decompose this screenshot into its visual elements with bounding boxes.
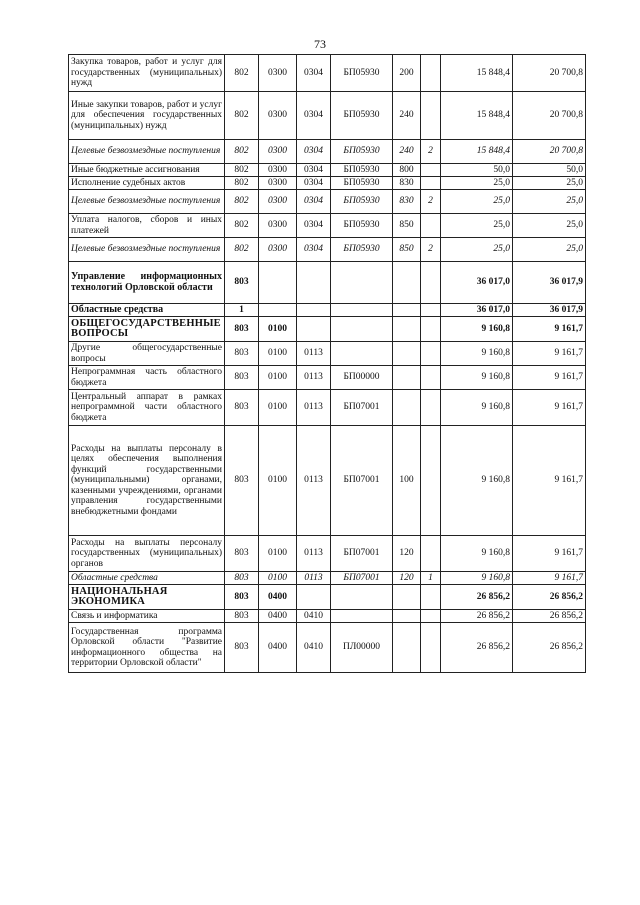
cell-target-article <box>331 342 393 366</box>
cell-source <box>421 317 441 342</box>
cell-admin-code: 802 <box>225 55 259 92</box>
cell-amount-year1: 9 160,8 <box>441 366 513 390</box>
cell-admin-code: 803 <box>225 623 259 673</box>
cell-amount-year2: 26 856,2 <box>513 610 586 623</box>
cell-admin-code: 803 <box>225 572 259 585</box>
table-row <box>69 426 586 536</box>
cell-target-article <box>331 610 393 623</box>
table-row <box>69 610 586 623</box>
cell-admin-code: 803 <box>225 317 259 342</box>
cell-subsection <box>297 585 331 610</box>
cell-name: Непрограммная часть областного бюджета <box>69 366 225 390</box>
cell-source <box>421 92 441 140</box>
cell-name: Другие общегосударственные вопросы <box>69 342 225 366</box>
cell-name: Уплата налогов, сборов и иных платежей <box>69 214 225 238</box>
cell-amount-year1: 9 160,8 <box>441 536 513 572</box>
cell-amount-year1: 25,0 <box>441 190 513 214</box>
table-row <box>69 55 586 92</box>
cell-amount-year1: 9 160,8 <box>441 572 513 585</box>
cell-amount-year2: 20 700,8 <box>513 92 586 140</box>
cell-amount-year1: 25,0 <box>441 214 513 238</box>
cell-expense-type: 830 <box>393 190 421 214</box>
cell-section: 0300 <box>259 92 297 140</box>
table-row <box>69 585 586 610</box>
cell-target-article: БП07001 <box>331 536 393 572</box>
cell-subsection <box>297 317 331 342</box>
cell-source <box>421 164 441 177</box>
cell-target-article: БП05930 <box>331 55 393 92</box>
table-row <box>69 214 586 238</box>
cell-expense-type: 830 <box>393 177 421 190</box>
cell-expense-type <box>393 317 421 342</box>
cell-source <box>421 390 441 426</box>
cell-admin-code: 803 <box>225 366 259 390</box>
cell-source: 1 <box>421 572 441 585</box>
cell-admin-code: 802 <box>225 92 259 140</box>
cell-subsection: 0113 <box>297 342 331 366</box>
cell-subsection: 0304 <box>297 92 331 140</box>
cell-amount-year1: 9 160,8 <box>441 426 513 536</box>
budget-table <box>68 54 586 673</box>
cell-source <box>421 342 441 366</box>
cell-name: Областные средства <box>69 304 225 317</box>
cell-section: 0100 <box>259 390 297 426</box>
cell-admin-code: 803 <box>225 585 259 610</box>
cell-expense-type <box>393 342 421 366</box>
cell-admin-code: 1 <box>225 304 259 317</box>
cell-amount-year1: 9 160,8 <box>441 317 513 342</box>
cell-section: 0400 <box>259 623 297 673</box>
cell-amount-year1: 36 017,0 <box>441 262 513 304</box>
cell-section: 0100 <box>259 366 297 390</box>
cell-amount-year1: 26 856,2 <box>441 610 513 623</box>
cell-admin-code: 802 <box>225 214 259 238</box>
cell-expense-type: 240 <box>393 140 421 164</box>
cell-target-article: БП05930 <box>331 140 393 164</box>
cell-expense-type: 850 <box>393 214 421 238</box>
cell-amount-year2: 36 017,9 <box>513 262 586 304</box>
cell-amount-year1: 15 848,4 <box>441 55 513 92</box>
cell-admin-code: 803 <box>225 536 259 572</box>
cell-subsection: 0304 <box>297 190 331 214</box>
cell-subsection: 0304 <box>297 177 331 190</box>
cell-amount-year2: 25,0 <box>513 177 586 190</box>
cell-source: 2 <box>421 238 441 262</box>
cell-source <box>421 585 441 610</box>
cell-section: 0100 <box>259 572 297 585</box>
cell-source <box>421 55 441 92</box>
cell-section: 0400 <box>259 585 297 610</box>
cell-source <box>421 426 441 536</box>
cell-expense-type: 800 <box>393 164 421 177</box>
cell-section: 0100 <box>259 342 297 366</box>
cell-target-article: ПЛ00000 <box>331 623 393 673</box>
cell-section: 0100 <box>259 317 297 342</box>
cell-subsection: 0304 <box>297 55 331 92</box>
cell-target-article: БП05930 <box>331 214 393 238</box>
cell-amount-year2: 20 700,8 <box>513 55 586 92</box>
cell-target-article: БП05930 <box>331 190 393 214</box>
cell-section: 0300 <box>259 238 297 262</box>
table-row <box>69 536 586 572</box>
cell-subsection: 0410 <box>297 610 331 623</box>
cell-subsection: 0304 <box>297 214 331 238</box>
cell-target-article: БП00000 <box>331 366 393 390</box>
cell-target-article <box>331 262 393 304</box>
cell-admin-code: 802 <box>225 177 259 190</box>
cell-admin-code: 802 <box>225 190 259 214</box>
cell-name: Областные средства <box>69 572 225 585</box>
cell-section: 0300 <box>259 190 297 214</box>
cell-amount-year2: 25,0 <box>513 238 586 262</box>
cell-admin-code: 803 <box>225 426 259 536</box>
cell-name: Иные закупки товаров, работ и услуг для обеспечения государственных (муниципальных) нужд <box>69 92 225 140</box>
cell-name: Расходы на выплаты персоналу государственных (муниципальных) органов <box>69 536 225 572</box>
cell-subsection: 0304 <box>297 238 331 262</box>
table-row <box>69 623 586 673</box>
cell-target-article <box>331 585 393 610</box>
cell-amount-year1: 25,0 <box>441 177 513 190</box>
cell-expense-type <box>393 390 421 426</box>
page-number: 73 <box>314 37 326 51</box>
table-row <box>69 342 586 366</box>
cell-expense-type <box>393 585 421 610</box>
table-row <box>69 317 586 342</box>
cell-name: НАЦИОНАЛЬНАЯ ЭКОНОМИКА <box>69 585 225 610</box>
cell-amount-year2: 9 161,7 <box>513 536 586 572</box>
table-body <box>69 55 586 673</box>
cell-source <box>421 610 441 623</box>
table-row <box>69 390 586 426</box>
table-row <box>69 366 586 390</box>
cell-admin-code: 802 <box>225 238 259 262</box>
cell-amount-year1: 9 160,8 <box>441 342 513 366</box>
cell-subsection: 0113 <box>297 366 331 390</box>
cell-name: Закупка товаров, работ и услуг для государственных (муниципальных) нужд <box>69 55 225 92</box>
cell-expense-type <box>393 623 421 673</box>
cell-target-article <box>331 317 393 342</box>
cell-amount-year2: 20 700,8 <box>513 140 586 164</box>
cell-source: 2 <box>421 190 441 214</box>
cell-target-article: БП05930 <box>331 92 393 140</box>
cell-target-article: БП05930 <box>331 238 393 262</box>
cell-amount-year1: 26 856,2 <box>441 623 513 673</box>
cell-amount-year1: 9 160,8 <box>441 390 513 426</box>
cell-target-article <box>331 304 393 317</box>
cell-expense-type <box>393 262 421 304</box>
table-row <box>69 572 586 585</box>
cell-name: Связь и информатика <box>69 610 225 623</box>
cell-section <box>259 262 297 304</box>
cell-name: Центральный аппарат в рамках непрограммной части областного бюджета <box>69 390 225 426</box>
cell-name: ОБЩЕГОСУДАРСТВЕННЫЕ ВОПРОСЫ <box>69 317 225 342</box>
cell-source <box>421 366 441 390</box>
cell-section: 0300 <box>259 140 297 164</box>
cell-admin-code: 803 <box>225 262 259 304</box>
cell-name: Целевые безвозмездные поступления <box>69 190 225 214</box>
cell-amount-year2: 25,0 <box>513 190 586 214</box>
table-row <box>69 164 586 177</box>
table-row <box>69 177 586 190</box>
cell-amount-year2: 9 161,7 <box>513 317 586 342</box>
cell-amount-year2: 25,0 <box>513 214 586 238</box>
cell-expense-type: 240 <box>393 92 421 140</box>
cell-target-article: БП05930 <box>331 177 393 190</box>
cell-subsection: 0113 <box>297 572 331 585</box>
cell-source <box>421 304 441 317</box>
cell-section: 0300 <box>259 214 297 238</box>
cell-subsection <box>297 304 331 317</box>
cell-amount-year2: 9 161,7 <box>513 366 586 390</box>
cell-source <box>421 262 441 304</box>
cell-subsection: 0410 <box>297 623 331 673</box>
cell-amount-year1: 15 848,4 <box>441 140 513 164</box>
cell-subsection: 0113 <box>297 426 331 536</box>
cell-name: Иные бюджетные ассигнования <box>69 164 225 177</box>
cell-expense-type: 850 <box>393 238 421 262</box>
cell-source <box>421 214 441 238</box>
table-row <box>69 140 586 164</box>
table-row <box>69 92 586 140</box>
cell-amount-year1: 15 848,4 <box>441 92 513 140</box>
cell-source <box>421 536 441 572</box>
table-row <box>69 262 586 304</box>
cell-expense-type <box>393 610 421 623</box>
cell-amount-year2: 9 161,7 <box>513 572 586 585</box>
cell-source <box>421 177 441 190</box>
cell-admin-code: 802 <box>225 164 259 177</box>
cell-name: Целевые безвозмездные поступления <box>69 140 225 164</box>
cell-amount-year2: 26 856,2 <box>513 585 586 610</box>
cell-admin-code: 803 <box>225 610 259 623</box>
cell-admin-code: 803 <box>225 342 259 366</box>
cell-subsection: 0304 <box>297 164 331 177</box>
cell-source: 2 <box>421 140 441 164</box>
cell-amount-year1: 25,0 <box>441 238 513 262</box>
cell-subsection: 0113 <box>297 390 331 426</box>
cell-admin-code: 803 <box>225 390 259 426</box>
table-row <box>69 190 586 214</box>
cell-expense-type: 100 <box>393 426 421 536</box>
cell-admin-code: 802 <box>225 140 259 164</box>
cell-name: Исполнение судебных актов <box>69 177 225 190</box>
cell-section: 0100 <box>259 536 297 572</box>
cell-name: Государственная программа Орловской области "Развитие информационного общества на территории Орловской области" <box>69 623 225 673</box>
cell-section: 0300 <box>259 55 297 92</box>
cell-amount-year2: 26 856,2 <box>513 623 586 673</box>
cell-amount-year1: 36 017,0 <box>441 304 513 317</box>
table-row <box>69 238 586 262</box>
cell-section: 0300 <box>259 177 297 190</box>
cell-subsection: 0304 <box>297 140 331 164</box>
cell-name: Управление информационных технологий Орловской области <box>69 262 225 304</box>
cell-target-article: БП07001 <box>331 390 393 426</box>
cell-expense-type <box>393 304 421 317</box>
cell-section <box>259 304 297 317</box>
cell-amount-year2: 9 161,7 <box>513 342 586 366</box>
cell-amount-year2: 9 161,7 <box>513 426 586 536</box>
cell-name: Расходы на выплаты персоналу в целях обеспечения выполнения функций государственными (муниципальными) органами, казенными учреждениями, органами управления государственными внебюджетными фондами <box>69 426 225 536</box>
cell-subsection: 0113 <box>297 536 331 572</box>
cell-expense-type: 200 <box>393 55 421 92</box>
cell-target-article: БП07001 <box>331 572 393 585</box>
cell-name: Целевые безвозмездные поступления <box>69 238 225 262</box>
cell-target-article: БП07001 <box>331 426 393 536</box>
cell-amount-year2: 36 017,9 <box>513 304 586 317</box>
cell-section: 0100 <box>259 426 297 536</box>
cell-section: 0300 <box>259 164 297 177</box>
cell-amount-year1: 26 856,2 <box>441 585 513 610</box>
cell-subsection <box>297 262 331 304</box>
cell-amount-year1: 50,0 <box>441 164 513 177</box>
cell-amount-year2: 9 161,7 <box>513 390 586 426</box>
cell-section: 0400 <box>259 610 297 623</box>
cell-expense-type: 120 <box>393 572 421 585</box>
cell-source <box>421 623 441 673</box>
cell-target-article: БП05930 <box>331 164 393 177</box>
cell-expense-type <box>393 366 421 390</box>
table-row <box>69 304 586 317</box>
cell-expense-type: 120 <box>393 536 421 572</box>
cell-amount-year2: 50,0 <box>513 164 586 177</box>
